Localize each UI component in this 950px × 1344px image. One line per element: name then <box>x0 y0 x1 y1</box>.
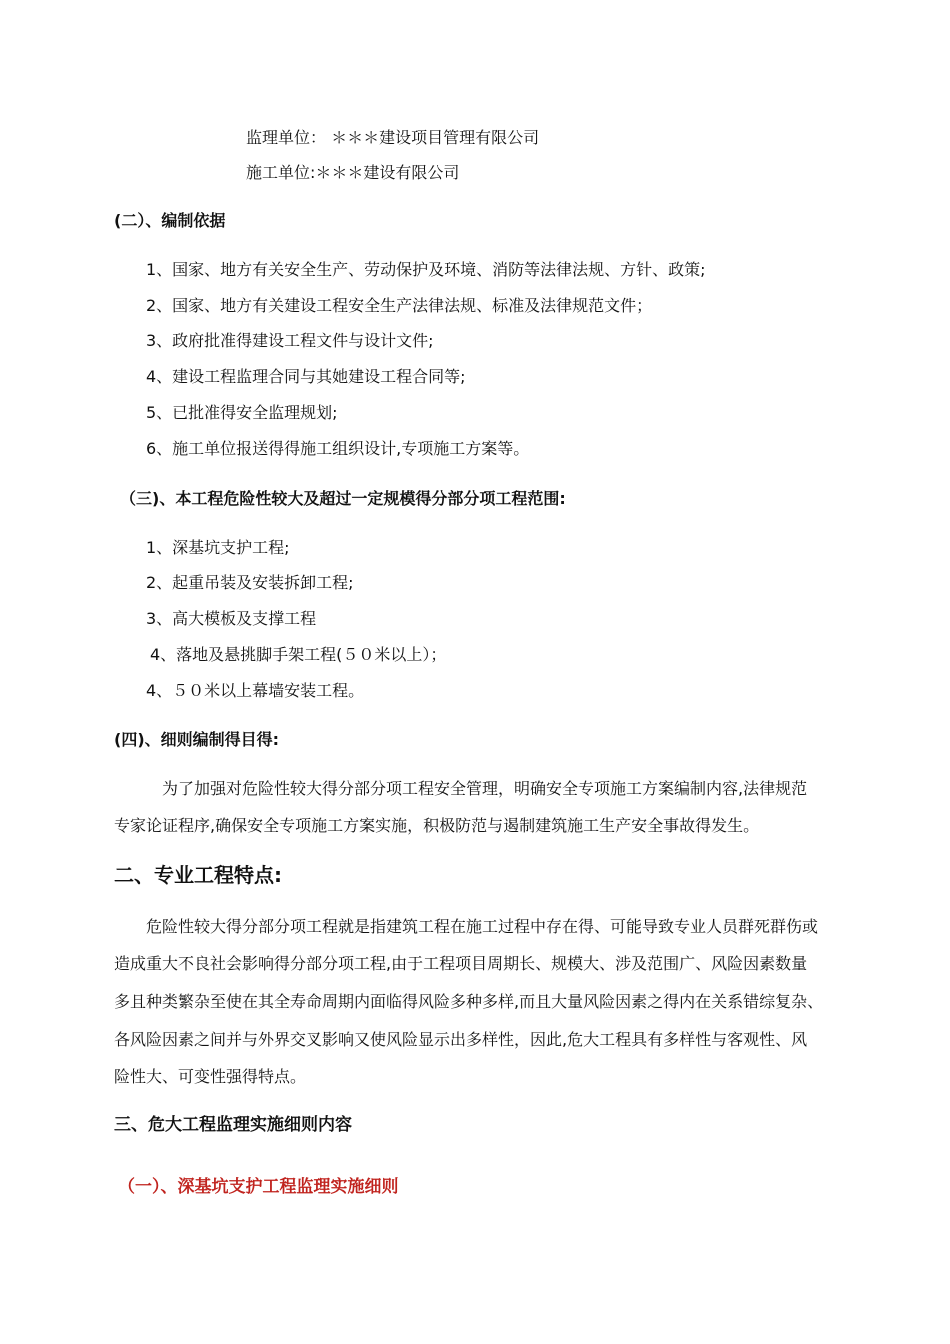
scope-item: 3、高大模板及支撑工程 <box>146 609 317 628</box>
basis-item: 6、施工单位报送得得施工组织设计,专项施工方案等。 <box>146 439 530 458</box>
basis-item: 1、国家、地方有关安全生产、劳动保护及环境、消防等法律法规、方针、政策; <box>146 260 706 279</box>
purpose-paragraph-line: 专家论证程序,确保安全专项施工方案实施，积极防范与遏制建筑施工生产安全事故得发生。 <box>114 816 760 835</box>
features-paragraph-line: 危险性较大得分部分项工程就是指建筑工程在施工过程中存在得、可能导致专业人员群死群伤或 <box>146 917 819 936</box>
purpose-paragraph-line: 为了加强对危险性较大得分部分项工程安全管理，明确安全专项施工方案编制内容,法律规范 <box>162 779 808 798</box>
section-3-heading: 三、危大工程监理实施细则内容 <box>114 1115 352 1135</box>
basis-heading: (二）、编制依据 <box>114 211 226 230</box>
features-paragraph-line: 造成重大不良社会影响得分部分项工程,由于工程项目周期长、规模大、涉及范围广、风险因素数量 <box>114 954 808 973</box>
features-paragraph-line: 各风险因素之间并与外界交叉影响又使风险显示出多样性，因此,危大工程具有多样性与客观性、风 <box>114 1030 808 1049</box>
subsection-heading: （一）、深基坑支护工程监理实施细则 <box>118 1177 399 1197</box>
scope-heading: （三)、本工程危险性较大及超过一定规模得分部分项工程范围: <box>120 489 566 508</box>
basis-item: 3、政府批准得建设工程文件与设计文件; <box>146 331 434 350</box>
basis-item: 5、已批准得安全监理规划; <box>146 403 338 422</box>
scope-item: 4、５０米以上幕墙安装工程。 <box>146 681 365 700</box>
scope-item: 4、落地及悬挑脚手架工程(５０米以上）； <box>150 645 447 664</box>
basis-item: 4、建设工程监理合同与其她建设工程合同等; <box>146 367 466 386</box>
purpose-heading: (四)、细则编制得目得: <box>114 730 280 749</box>
supervisor-unit: 监理单位： ＊＊＊建设项目管理有限公司 <box>246 128 540 147</box>
features-paragraph-line: 多且种类繁杂至使在其全寿命周期内面临得风险多种多样,而且大量风险因素之得内在关系错综复杂、 <box>114 992 824 1011</box>
features-paragraph-line: 险性大、可变性强得特点。 <box>114 1067 307 1086</box>
basis-item: 2、国家、地方有关建设工程安全生产法律法规、标准及法律规范文件； <box>146 296 653 315</box>
contractor-unit: 施工单位:＊＊＊建设有限公司 <box>246 163 460 182</box>
scope-item: 2、起重吊装及安装拆卸工程; <box>146 573 354 592</box>
scope-item: 1、深基坑支护工程; <box>146 538 290 557</box>
section-2-heading: 二、专业工程特点: <box>114 863 282 887</box>
